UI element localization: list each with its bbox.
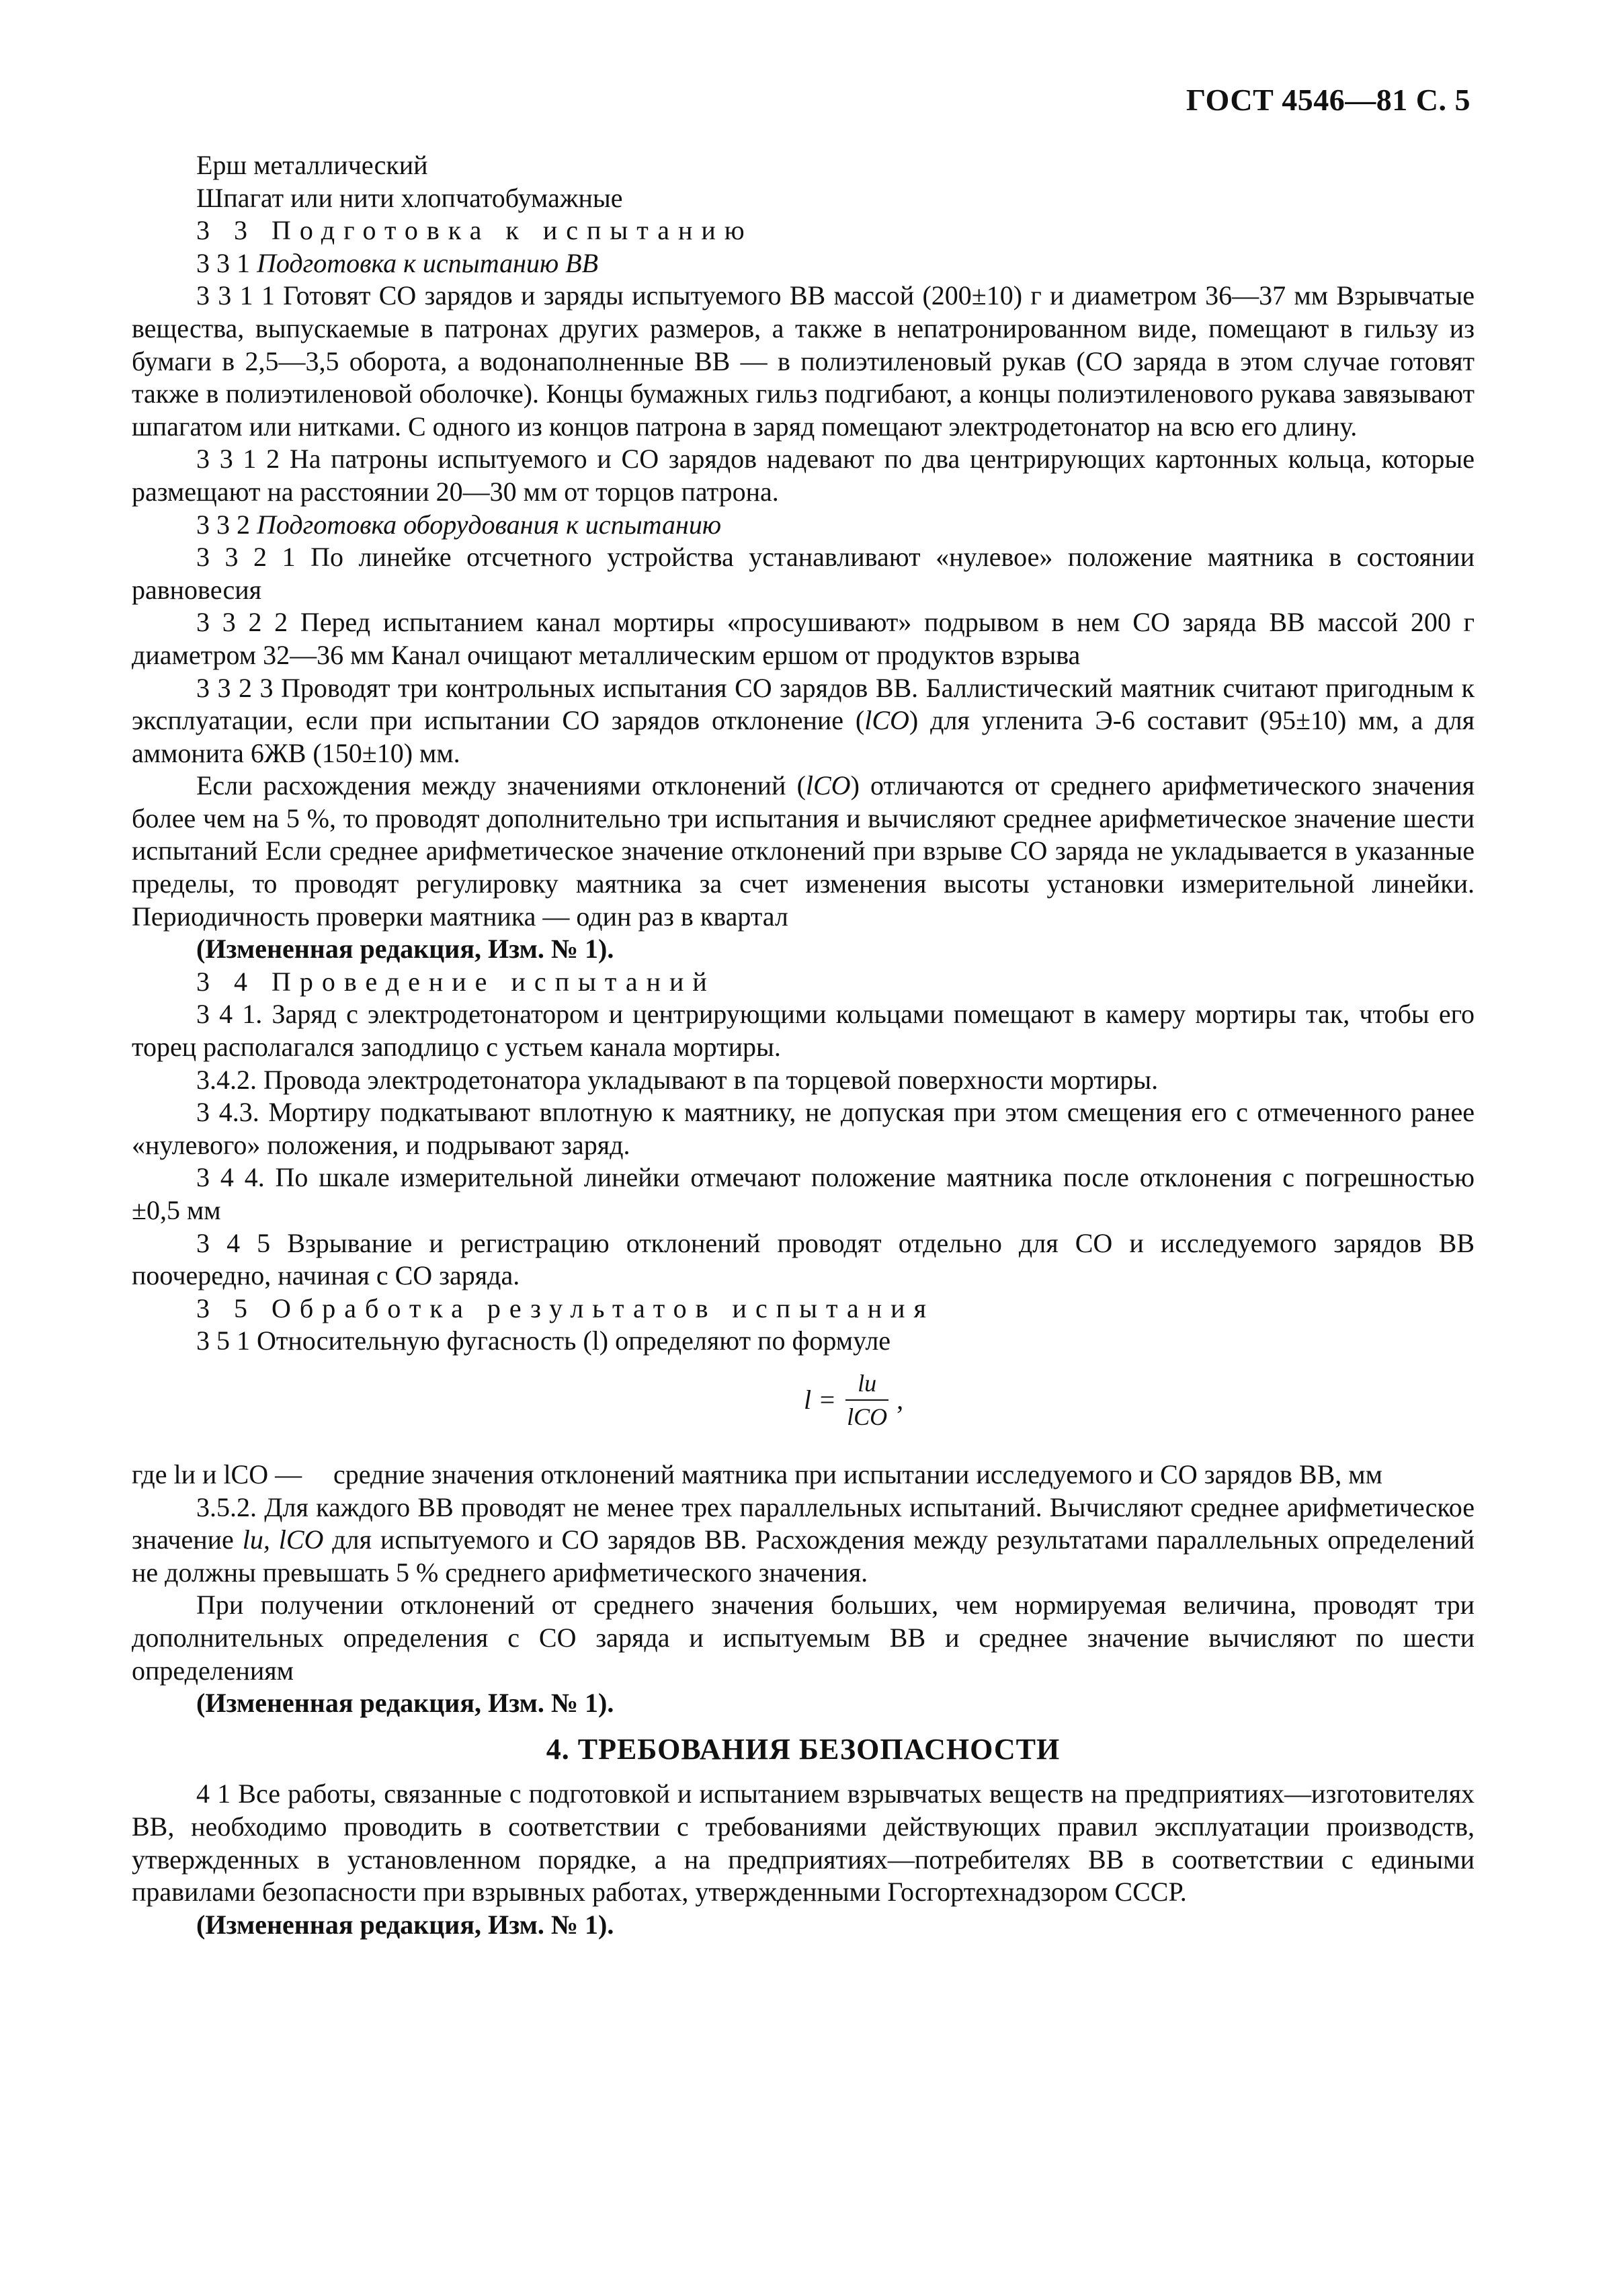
text-part: Если расхождения между значениями отклонений ( — [196, 770, 806, 801]
subsection-title: Подготовка к испытанию ВВ — [257, 247, 599, 278]
fraction-denominator: lCO — [847, 1403, 888, 1430]
list-line-twine: Шпагат или нити хлопчатобумажные — [196, 182, 623, 213]
legend-text: средние значения отклонений маятника при испытании исследуемого и СО зарядов ВВ, мм — [333, 1459, 1382, 1489]
formula-lhs: l = — [804, 1384, 837, 1415]
text-part: для испытуемого и СО зарядов ВВ. Расхождения между результатами параллельных определений не должны превышать 5 % среднего арифметического значения. — [132, 1524, 1475, 1588]
formula-legend — [132, 1459, 1475, 1491]
amendment-note: (Измененная редакция, Изм. № 1). — [196, 1688, 614, 1719]
paragraph-3-4-4: 3 4 4. По шкале измерительной линейки отмечают положение маятника после отклонения с погрешностью ±0,5 мм — [132, 1162, 1475, 1225]
subsection-title: Подготовка оборудования к испытанию — [257, 509, 722, 540]
list-line-brush: Ерш металлический — [196, 150, 428, 180]
subsection-3-3-1-heading — [132, 247, 1475, 280]
section-3-5-heading: 3 5 Обработка результатов испытания — [196, 1293, 935, 1323]
text-part: ) для угленита Э-6 составит (95±10) мм, а для аммонита 6ЖВ (150±10) мм. — [132, 705, 1475, 768]
symbol-lco: lCO — [805, 770, 851, 801]
text-part: 3.5.2. Для каждого ВВ проводят не менее трех параллельных испытаний. Вычисляют среднее арифметическое значение — [132, 1491, 1475, 1555]
section-3-3-heading: 3 3 Подготовка к испытанию — [196, 215, 753, 246]
subsection-number: 3 3 1 — [196, 247, 250, 278]
paragraph-3-3-1-1: 3 3 1 1 Готовят СО зарядов и заряды испытуемого ВВ массой (200±10) г и диаметром 36—37 мм Взрывчатые вещества, выпускаемые в патронах других размеров, а также в непатронированном виде, помещают в гильзу из бумаги в 2,5—3,5 оборота, а водонаполненные ВВ — в полиэтиленовый рукав (СО заряда в этом случае готовят также в полиэтиленовой оболочке). Концы бумажных гильз подгибают, а концы полиэтиленового рукава завязывают шпагатом или нитками. С одного из концов патрона в заряд помещают электродетонатор на всю его длину. — [132, 280, 1475, 442]
paragraph-3-5-1: 3 5 1 Относительную фугасность (l) определяют по формуле — [196, 1325, 891, 1356]
paragraph-3-3-2-3 — [132, 672, 1475, 770]
paragraph-discrepancy — [132, 770, 1475, 933]
paragraph-3-3-2-2: 3 3 2 2 Перед испытанием канал мортиры «просушивают» подрывом в нем СО заряда ВВ массой 200 г диаметром 32—36 мм Канал очищают металлическим ершом от продуктов взрыва — [132, 607, 1475, 670]
symbol-lco: lCO — [864, 705, 909, 736]
paragraph-3-4-3: 3 4.3. Мортиру подкатывают вплотную к маятнику, не допуская при этом смещения его с отмеченного ранее «нулевого» положения, и подрывают заряд. — [132, 1097, 1475, 1160]
subsection-3-3-2-heading — [132, 509, 1475, 542]
section-4-title: 4. ТРЕБОВАНИЯ БЕЗОПАСНОСТИ — [546, 1732, 1061, 1766]
fraction — [845, 1370, 888, 1430]
formula-relative-brisance — [132, 1358, 1475, 1459]
paragraph-4-1: 4 1 Все работы, связанные с подготовкой и испытанием взрывчатых веществ на предприятиях—изготовителях ВВ, необходимо проводить в соответствии с требованиями действующих правил эксплуатации производств, утвержденных в установленном порядке, а на предприятиях—потребителях ВВ в соответствии с едиными правилами безопасности при взрывных работах, утвержденными Госгортехнадзором СССР. — [132, 1778, 1475, 1908]
fraction-bar — [845, 1399, 888, 1401]
section-3-4-heading: 3 4 Проведение испытаний — [196, 966, 716, 997]
amendment-note: (Измененная редакция, Изм. № 1). — [196, 934, 614, 965]
amendment-note: (Измененная редакция, Изм. № 1). — [196, 1909, 614, 1940]
legend-label: где lи и lCO — — [132, 1459, 302, 1489]
formula-comma: , — [897, 1384, 904, 1415]
document-body — [132, 149, 1475, 1941]
paragraph-3-4-5: 3 4 5 Взрывание и регистрацию отклонений проводят отдельно для СО и исследуемого зарядов ВВ поочередно, начиная с СО заряда. — [132, 1227, 1475, 1291]
fraction-numerator: lи — [858, 1369, 877, 1397]
symbol-li-lco: lи, lCO — [242, 1524, 324, 1555]
paragraph-3-4-2: 3.4.2. Провода электродетонатора укладывают в па торцевой поверхности мортиры. — [196, 1064, 1159, 1095]
page-header: ГОСТ 4546—81 С. 5 — [1186, 83, 1471, 117]
paragraph-3-3-2-1: 3 3 2 1 По линейке отсчетного устройства устанавливают «нулевое» положение маятника в состоянии равновесия — [132, 542, 1475, 605]
paragraph-3-3-1-2: 3 3 1 2 На патроны испытуемого и СО зарядов надевают по два центрирующих картонных кольца, которые размещают на расстоянии 20—30 мм от торцов патрона. — [132, 444, 1475, 507]
formula-fraction — [804, 1370, 903, 1430]
paragraph-deviation: При получении отклонений от среднего значения больших, чем нормируемая величина, проводят три дополнительных определения с СО заряда и испытуемым ВВ и среднее значение вычисляют по шести определениям — [132, 1590, 1475, 1686]
paragraph-3-4-1: 3 4 1. Заряд с электродетонатором и центрирующими кольцами помещают в камеру мортиры так, чтобы его торец располагался заподлицо с устьем канала мортиры. — [132, 999, 1475, 1063]
paragraph-3-5-2 — [132, 1491, 1475, 1590]
text-part: 3 3 2 3 Проводят три контрольных испытания СО зарядов ВВ. Баллистический маятник считают пригодным к эксплуатации, если при испытании СО зарядов отклонение ( — [132, 672, 1475, 736]
subsection-number: 3 3 2 — [196, 509, 250, 540]
text-part: ) отличаются от среднего арифметического значения более чем на 5 %, то проводят дополнительно три испытания и вычисляют среднее арифметическое значение шести испытаний Если среднее арифметическое значение отклонений при взрыве СО заряда не укладывается в указанные пределы, то проводят регулировку маятника за счет изменения высоты установки измерительной линейки. Периодичность проверки маятника — один раз в квартал — [132, 770, 1475, 932]
